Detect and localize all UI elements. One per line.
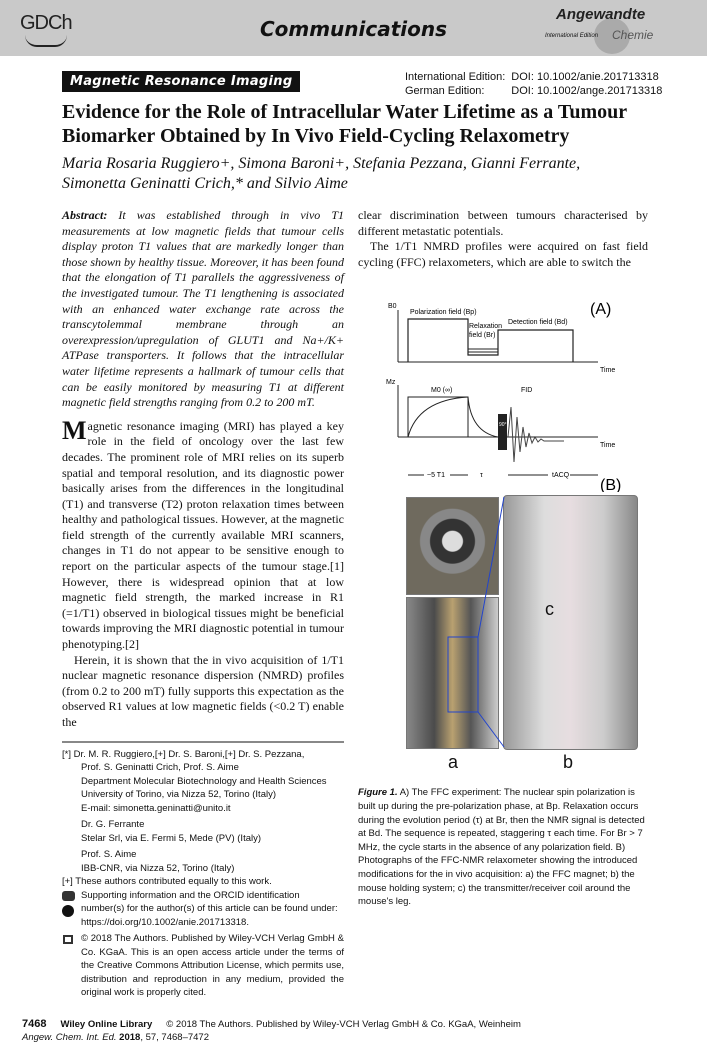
authors: Maria Rosaria Ruggiero+, Simona Baroni+, Stefania Pezzana, Gianni Ferrante, Simonetta Geninatti Crich,* and Silvio Aime xyxy=(62,155,581,192)
citation xyxy=(22,1032,209,1043)
right-column xyxy=(358,208,648,909)
wiley-online-library[interactable]: Wiley Online Library xyxy=(60,1018,153,1030)
drop-cap: M xyxy=(62,415,87,445)
relaxation-label-2: field (Br) xyxy=(469,332,496,340)
t1-label: ~5 T1 xyxy=(427,472,445,480)
journal-logo-chemie: Chemie xyxy=(612,28,654,42)
affil-line: Stelar Srl, via E. Fermi 5, Mede (PV) (Italy) xyxy=(81,832,262,844)
figure-1 xyxy=(358,292,643,772)
license xyxy=(62,932,344,1000)
doi-intl-label: International Edition: xyxy=(405,71,506,83)
pulse-label: 90° xyxy=(499,422,507,429)
tacq-label: tACQ xyxy=(552,472,570,480)
supporting-info-icon xyxy=(62,891,75,901)
footer-copyright: © 2018 The Authors. Published by Wiley-VCH Verlag GmbH & Co. KGaA, Weinheim xyxy=(166,1018,521,1030)
section-title: Communications xyxy=(259,17,448,41)
citation-journal: Angew. Chem. Int. Ed. xyxy=(22,1031,117,1043)
footnote-divider xyxy=(62,741,344,743)
gdch-logo: GDCh xyxy=(20,12,72,34)
supporting-info-text[interactable]: Supporting information and the ORCID identification number(s) for the author(s) of this article can be found under: https://doi.org/10.1002/anie.201713318. xyxy=(81,889,338,928)
journal-logo-sub: International Edition xyxy=(545,33,599,39)
tau-label: τ xyxy=(480,472,483,480)
citation-year: 2018 xyxy=(119,1031,141,1043)
affil-line: University of Torino, via Nizza 52, Torino (Italy) xyxy=(81,789,277,801)
m0-label: M0 (∞) xyxy=(431,387,453,395)
abstract xyxy=(62,208,344,411)
page-number: 7468 xyxy=(22,1017,47,1030)
article xyxy=(22,100,648,1043)
affil-line: [*] Dr. M. R. Ruggiero,[+] Dr. S. Baroni,[+] Dr. S. Pezzana, xyxy=(62,748,305,760)
abstract-text: It was established through in vivo T1 measurements at low magnetic fields that tumour cells display proton T1 values that are markedly longer than those shown by healthy tissue. Moreover, it has been found that the elongation of T1 parallels the aggressiveness of the investigated tumour. The T1 lengthening is associated with an enhanced water exchange rate across the transcytolemmal membrane through an overexpression/upregulation of GLUT1 and Na+/K+ ATPase transporters. It follows that the intracellular water lifetime represents a hallmark of tumour cells that can be easily monitored by measuring T1 at different magnetic field strengths ranging from 0.2 to 200 mT. xyxy=(62,208,344,410)
page-footer xyxy=(22,1018,662,1043)
equal-contribution-note: [+] These authors contributed equally to this work. xyxy=(62,876,272,888)
label-b: b xyxy=(563,752,574,773)
affil-email[interactable]: E-mail: simonetta.geninatti@unito.it xyxy=(81,802,231,814)
doi-intl[interactable]: DOI: 10.1002/anie.201713318 xyxy=(511,71,659,83)
supporting-info xyxy=(62,889,344,930)
time-label-b: Time xyxy=(600,442,616,450)
body-paragraph-1: agnetic resonance imaging (MRI) has played a key role in the field of oncology over the last few decades. The prominent role of MRI relies on its superb spatial and temporal resolution, and its diagnostic power basically arises from the differences in the longitudinal (T1) and transverse (T2) proton relaxation times between healthy and pathological tissues. However, at the magnetic field strength of the currently available MRI scanners, changes in T1 do not appear to be sensitive enough to report on the particular aspects of the tumour stage.[1] However, there is widespread opinion that at low magnetic field strength, the marked increase in R1 (=1/T1) observed in biological tissues might be beneficial towards improving the MRI diagnostic potential in tumour phenotyping.[2] xyxy=(62,418,344,652)
affil-line: Dr. G. Ferrante xyxy=(81,819,145,831)
panel-b-label: (B) xyxy=(600,477,622,493)
license-text: © 2018 The Authors. Published by Wiley-VCH Verlag GmbH & Co. KGaA. This is an open access article under the terms of the Creative Commons Attribution License, which permits use, distribution and reproduction in any medium, provided the original work is properly cited. xyxy=(81,933,344,999)
citation-volume-pages: , 57, 7468–7472 xyxy=(140,1031,209,1043)
detection-label: Detection field (Bd) xyxy=(508,319,568,327)
right-paragraph-2: The 1/T1 NMRD profiles were acquired on fast field cycling (FFC) relaxometers, which are able to switch the xyxy=(358,239,648,269)
label-c: c xyxy=(545,599,554,620)
b0-label: B0 xyxy=(388,303,397,311)
zoom-lines xyxy=(358,292,643,772)
polarization-label: Polarization field (Bp) xyxy=(410,309,477,317)
relaxation-label-1: Relaxation xyxy=(469,323,503,331)
body-left xyxy=(62,415,344,731)
fid-label: FID xyxy=(521,387,533,395)
mz-label: Mz xyxy=(386,379,396,387)
orcid-icon xyxy=(62,905,74,917)
columns xyxy=(62,208,648,1000)
body-paragraph-2: Herein, it is shown that the in vivo acquisition of 1/T1 nuclear magnetic resonance dispersion (NMRD) profiles (from 0.2 to 200 mT) fully supports this expectation as the observed R1 values at low magnetic fields (<0.2 T) enable the xyxy=(62,652,344,729)
abstract-label: Abstract: xyxy=(62,208,108,222)
doi-block xyxy=(405,70,662,98)
topic-badge: Magnetic Resonance Imaging xyxy=(62,71,300,92)
label-a: a xyxy=(448,752,459,773)
journal-header xyxy=(0,0,707,56)
panel-a-label: (A) xyxy=(590,301,612,319)
caption-label: Figure 1. xyxy=(358,787,398,799)
journal-logo: Angewandte xyxy=(556,6,646,23)
article-title: Evidence for the Role of Intracellular Water Lifetime as a Tumour Biomarker Obtained by In Vivo Field-Cycling Relaxometry xyxy=(62,101,627,147)
figure-caption xyxy=(358,786,648,908)
affil-line: Department Molecular Biotechnology and Health Sciences xyxy=(81,775,327,787)
affil-line: IBB-CNR, via Nizza 52, Torino (Italy) xyxy=(81,862,235,874)
open-access-icon xyxy=(63,935,73,944)
affil-line: Prof. S. Geninatti Crich, Prof. S. Aime xyxy=(81,762,239,774)
right-paragraph-1: clear discrimination between tumours characterised by different metastatic potentials. xyxy=(358,208,648,238)
doi-german-label: German Edition: xyxy=(405,85,485,97)
caption-text: A) The FFC experiment: The nuclear spin polarization is built up during the pre-polarization phase, at Bp. Relaxation occurs during the evolution period (τ) at Br, then the NMR signal is detected at Bd. The sequence is repeated, staggering τ each time. For Br > 7 MHz, the cycle starts in the absence of any polarization field. B) Photographs of the FFC-NMR relaxometer showing the introduced modifications for the in vivo acquisition: a) the FFC magnet; b) the mouse holding system; c) the transmitter/receiver coil around the mouse's leg. xyxy=(358,787,645,908)
affil-line: Prof. S. Aime xyxy=(81,849,137,861)
left-column xyxy=(62,208,344,1000)
doi-german[interactable]: DOI: 10.1002/ange.201713318 xyxy=(511,85,663,97)
time-label-a: Time xyxy=(600,367,616,375)
gdch-logo-arc xyxy=(25,35,67,47)
affiliations xyxy=(62,748,344,1000)
body-right xyxy=(358,208,648,270)
